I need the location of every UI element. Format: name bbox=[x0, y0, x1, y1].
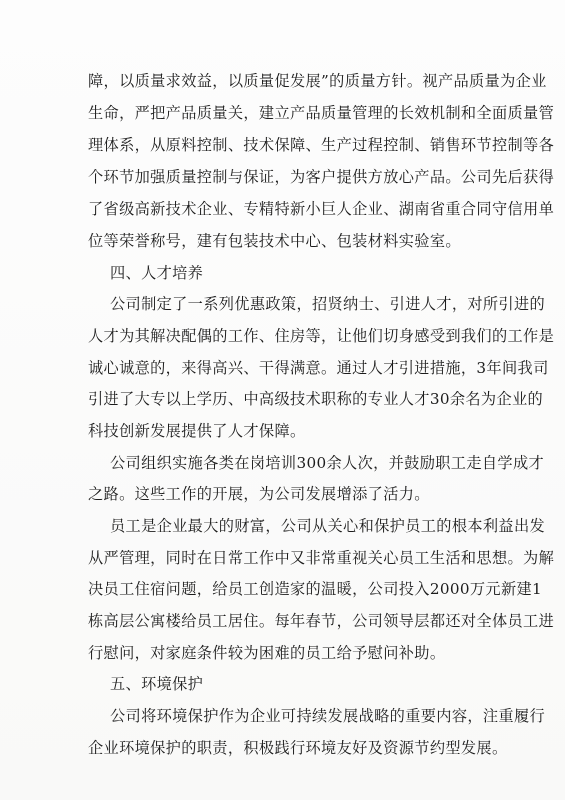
text-line-6: 位等荣誉称号，建有包装技术中心、包装材料实验室。 bbox=[88, 232, 461, 250]
text-line-17: 决员工住宿问题，给员工创造家的温暖，公司投入2000万元新建1 bbox=[88, 580, 543, 598]
text-line-13: 公司组织实施各类在岗培训300余人次，并鼓励职工走自学成才 bbox=[110, 454, 545, 472]
text-line-16: 从严管理，同时在日常工作中又非常重视关心员工生活和思想。为解 bbox=[88, 549, 555, 567]
text-line-11: 引进了大专以上学历、中高级技术职称的专业人才30余名为企业的 bbox=[88, 390, 544, 408]
text-line-2: 生命，严把产品质量关，建立产品质量管理的长效机制和全面质量管 bbox=[88, 104, 555, 122]
text-line-19: 行慰问，对家庭条件较为困难的员工给予慰问补助。 bbox=[88, 644, 446, 662]
text-line-1: 障，以质量求效益，以质量促发展”的质量方针。视产品质量为企业 bbox=[88, 72, 547, 90]
text-line-8: 公司制定了一系列优惠政策，招贤纳士、引进人才，对所引进的 bbox=[110, 295, 546, 313]
text-line-4: 个环节加强质量控制与保证，为客户提供方放心产品。公司先后获得 bbox=[88, 168, 555, 186]
text-line-10: 诚心诚意的，来得高兴、干得满意。通过人才引进措施，3年间我司 bbox=[88, 359, 549, 377]
text-line-14: 之路。这些工作的开展，为公司发展增添了活力。 bbox=[88, 485, 430, 503]
text-line-12: 科技创新发展提供了人才保障。 bbox=[88, 422, 306, 440]
text-line-9: 人才为其解决配偶的工作、住房等，让他们切身感受到我们的工作是 bbox=[88, 327, 555, 345]
section-heading-talent: 四、人才培养 bbox=[110, 264, 204, 282]
text-line-5: 了省级高新技术企业、专精特新小巨人企业、湖南省重合同守信用单 bbox=[88, 200, 555, 218]
section-heading-environment: 五、环境保护 bbox=[110, 675, 204, 693]
text-line-18: 栋高层公寓楼给员工居住。每年春节，公司领导层都还对全体员工进 bbox=[88, 612, 555, 630]
text-line-22: 企业环境保护的职责，积极践行环境友好及资源节约型发展。 bbox=[88, 739, 508, 757]
text-line-3: 理体系，从原料控制、技术保障、生产过程控制、销售环节控制等各 bbox=[88, 136, 555, 154]
text-line-15: 员工是企业最大的财富，公司从关心和保护员工的根本利益出发 bbox=[110, 517, 546, 535]
text-line-21: 公司将环境保护作为企业可持续发展战略的重要内容，注重履行 bbox=[110, 707, 546, 725]
